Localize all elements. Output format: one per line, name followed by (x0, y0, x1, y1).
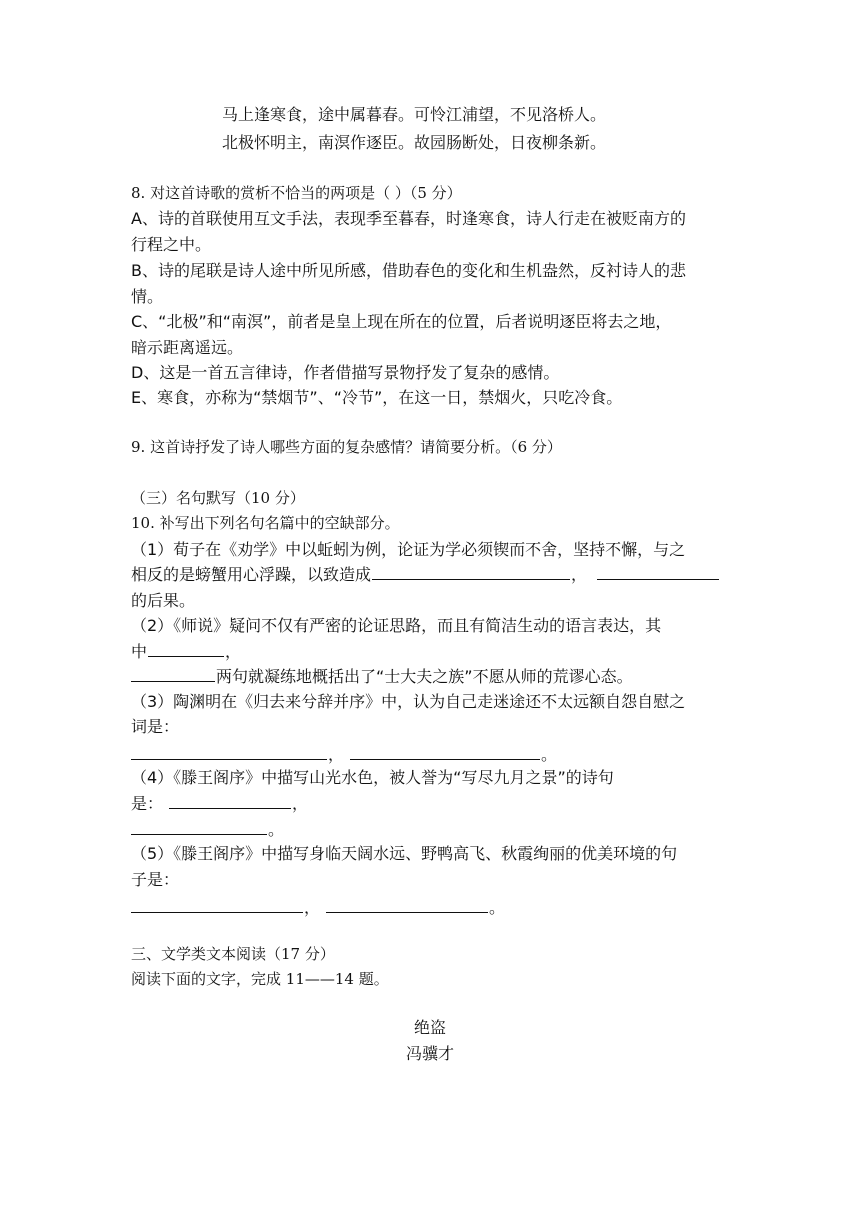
item-2-line-3 (131, 665, 633, 689)
option-d: D、这是一首五言律诗，作者借描写景物抒发了复杂的感情。 (131, 363, 560, 382)
item-3-line-2: 词是： (131, 717, 180, 736)
item-4-comma: ， (292, 794, 309, 813)
item-5-comma: ， (304, 898, 321, 917)
question-9-stem: 9. 这首诗抒发了诗人哪些方面的复杂感情？请简要分析。（6 分） (131, 438, 562, 456)
poem-line-1: 马上逢寒食，途中属暮春。可怜江浦望，不见洛桥人。 (222, 105, 607, 124)
part-3-heading: 三、文学类文本阅读（17 分） (131, 945, 335, 963)
item-2-line-2 (131, 640, 241, 664)
item-5-line-3 (131, 896, 505, 920)
item-1-line-3: 的后果。 (131, 591, 196, 610)
item-4-line-1: （4）《滕王阁序》中描写山光水色，被人誉为“写尽九月之景”的诗句 (131, 768, 614, 787)
item-5-line-1: （5）《滕王阁序》中描写身临天阔水远、野鸭高飞、秋霞绚丽的优美环境的句 (131, 844, 678, 863)
answer-blank-3a[interactable] (131, 743, 327, 760)
passage-title: 绝盗 (413, 1018, 446, 1037)
item-4-period: 。 (268, 820, 285, 839)
item-2-text: 中 (131, 642, 148, 661)
item-4-line-3 (131, 818, 284, 842)
option-a-line-2: 行程之中。 (131, 235, 212, 254)
answer-blank-3b[interactable] (350, 743, 540, 760)
item-1-text: 相反的是螃蟹用心浮躁，以致造成 (131, 565, 372, 584)
item-1-comma: ， (571, 565, 588, 584)
item-4-line-2 (131, 792, 308, 816)
item-1-line-2 (131, 563, 720, 587)
poem-line-2: 北极怀明主，南溟作逐臣。故园肠断处，日夜柳条新。 (222, 133, 607, 152)
item-3-line-1: （3）陶渊明在《归去来兮辞并序》中，认为自己走迷途还不太远额自怨自慰之 (131, 692, 686, 711)
answer-blank-2a[interactable] (148, 640, 224, 657)
item-2-comma: ， (225, 642, 242, 661)
item-1-line-1: （1）荀子在《劝学》中以蚯蚓为例，论证为学必须锲而不舍，坚持不懈，与之 (131, 540, 686, 559)
option-c-line-2: 暗示距离遥远。 (131, 338, 244, 357)
answer-blank-2b[interactable] (131, 665, 215, 682)
answer-blank-4b[interactable] (131, 818, 267, 835)
question-8-stem: 8. 对这首诗歌的赏析不恰当的两项是（ ）（5 分） (131, 184, 462, 202)
option-b-line-2: 情。 (131, 287, 164, 306)
option-c-line-1: C、“北极”和“南溟”，前者是皇上现在所在的位置，后者说明逐臣将去之地， (131, 312, 672, 331)
option-e: E、寒食，亦称为“禁烟节”、“冷节”，在这一日，禁烟火，只吃冷食。 (131, 388, 623, 407)
answer-blank-1b[interactable] (597, 563, 719, 580)
question-10-stem: 10. 补写出下列名句名篇中的空缺部分。 (131, 514, 400, 532)
item-3-comma: ， (328, 745, 345, 764)
section-3-heading: （三）名句默写（10 分） (131, 489, 305, 507)
item-3-line-3 (131, 743, 557, 767)
option-a-line-1: A、诗的首联使用互文手法，表现季至暮春，时逢寒食，诗人行走在被贬南方的 (131, 209, 686, 228)
answer-blank-4a[interactable] (169, 792, 291, 809)
item-2-text-end: 两句就凝练地概括出了“士大夫之族”不愿从师的荒谬心态。 (216, 667, 633, 686)
option-b-line-1: B、诗的尾联是诗人途中所见所感，借助春色的变化和生机盎然，反衬诗人的悲 (131, 261, 686, 280)
answer-blank-5b[interactable] (326, 896, 488, 913)
part-3-instruction: 阅读下面的文字，完成 11——14 题。 (131, 970, 389, 988)
item-3-period: 。 (541, 745, 558, 764)
item-2-line-1: （2）《师说》疑问不仅有严密的论证思路，而且有简洁生动的语言表达，其 (131, 616, 662, 635)
item-5-period: 。 (489, 898, 506, 917)
answer-blank-1a[interactable] (372, 563, 570, 580)
passage-author: 冯骥才 (405, 1044, 454, 1063)
item-5-line-2: 子是： (131, 870, 180, 889)
answer-blank-5a[interactable] (131, 896, 303, 913)
item-4-text: 是： (131, 794, 164, 813)
